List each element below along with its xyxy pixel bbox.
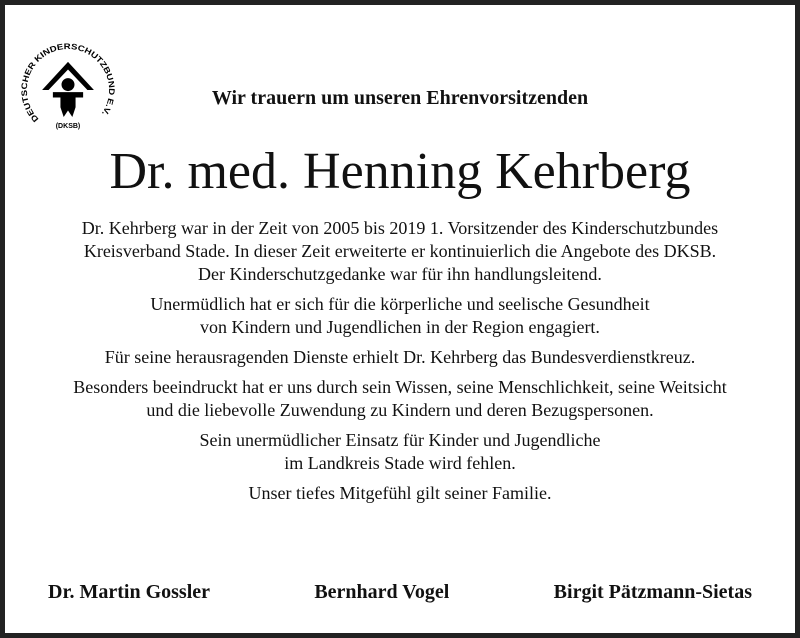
text-line: Unser tiefes Mitgefühl gilt seiner Familie. [248, 483, 552, 503]
paragraph [73, 376, 727, 422]
signature-3: Birgit Pätzmann-Sietas [553, 581, 752, 603]
text-line: im Landkreis Stade wird fehlen. [284, 453, 516, 473]
text-line: Für seine herausragenden Dienste erhielt Dr. Kehrberg das Bundesverdienstkreuz. [104, 347, 696, 367]
signature-2: Bernhard Vogel [314, 581, 450, 603]
paragraph [73, 482, 727, 505]
text-line: Der Kinderschutzgedanke war für ihn handlungsleitend. [198, 264, 602, 284]
text-line: und die liebevolle Zuwendung zu Kindern und deren Bezugspersonen. [146, 400, 654, 420]
heading: Wir trauern um unseren Ehrenvorsitzenden [211, 87, 589, 109]
signature-1: Dr. Martin Gossler [48, 581, 211, 603]
text-line: Unermüdlich hat er sich für die körperliche und seelische Gesundheit [150, 294, 650, 314]
deceased-name: Dr. med. Henning Kehrberg [109, 143, 691, 200]
logo-ring-text: DEUTSCHER KINDERSCHUTZBUND E.V. [19, 41, 117, 124]
text-line: Dr. Kehrberg war in der Zeit von 2005 bis 2019 1. Vorsitzender des Kinderschutzbundes [81, 218, 719, 238]
text-line: Besonders beeindruckt hat er uns durch sein Wissen, seine Menschlichkeit, seine Weitsicht [73, 377, 727, 397]
paragraph [73, 217, 727, 286]
obituary-text [73, 217, 727, 512]
text-line: Kreisverband Stade. In dieser Zeit erweiterte er kontinuierlich die Angebote des DKSB. [83, 241, 717, 261]
text-line: von Kindern und Jugendlichen in der Region engagiert. [200, 317, 600, 337]
signatures [0, 580, 800, 604]
paragraph [73, 346, 727, 369]
logo-abbr: (DKSB) [55, 122, 81, 130]
paragraph [73, 429, 727, 475]
text-line: Sein unermüdlicher Einsatz für Kinder und Jugendliche [199, 430, 601, 450]
paragraph [73, 293, 727, 339]
